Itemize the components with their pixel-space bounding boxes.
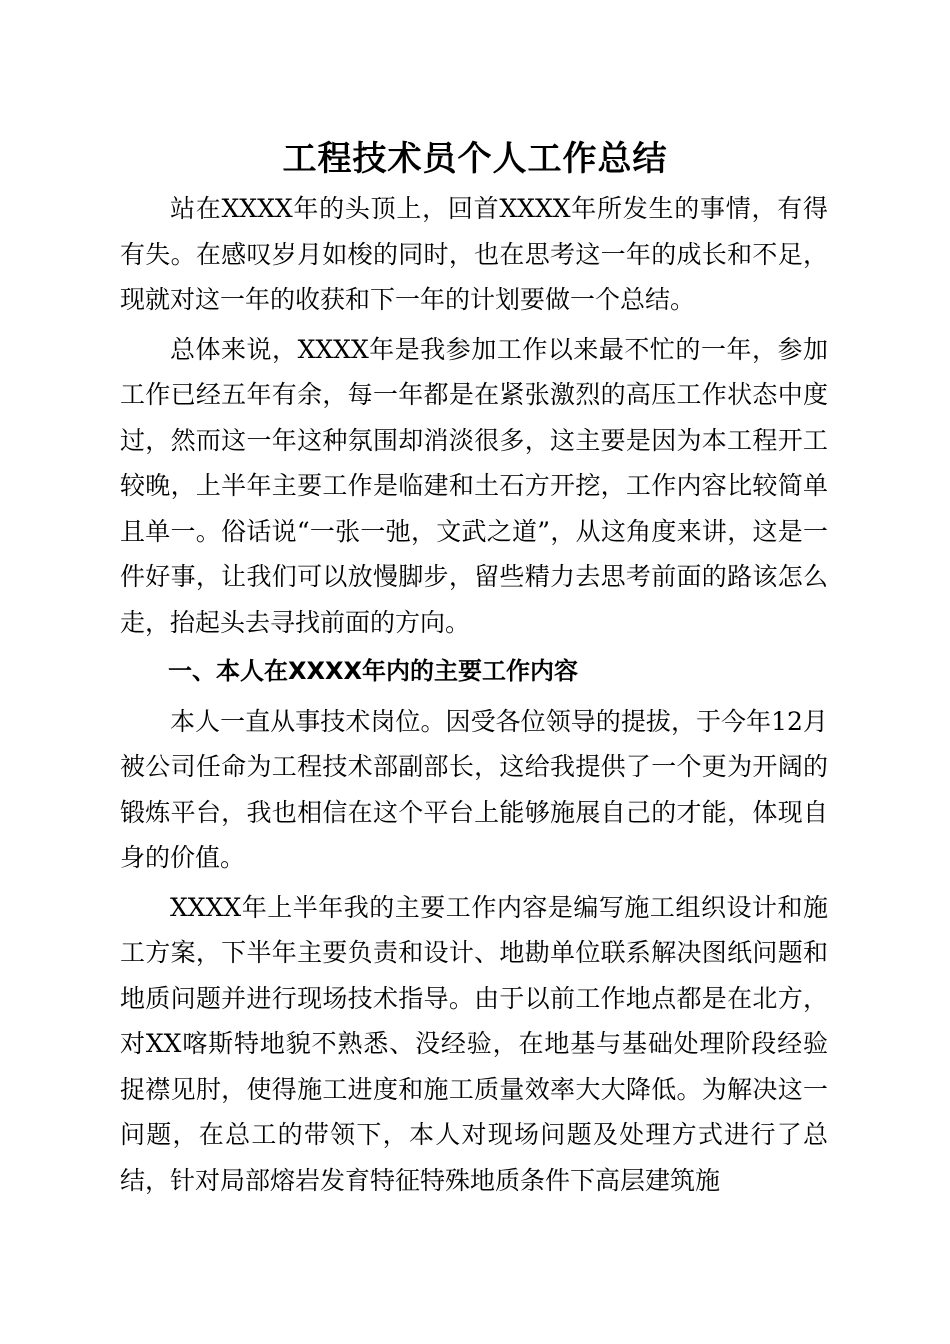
overview-paragraph: 总体来说，XXXX年是我参加工作以来最不忙的一年，参加工作已经五年有余，每一年都是在紧张激烈的高压工作状态中度过，然而这一年这种氛围却消淡很多，这主要是因为本工程开工较晚，上半年主要工作是临建和土石方开挖，工作内容比较简单且单一。俗话说“一张一弛，文武之道”，从这角度来讲，这是一件好事，让我们可以放慢脚步，留些精力去思考前面的路该怎么走，抬起头去寻找前面的方向。 (120, 334, 828, 637)
intro-paragraph: 站在XXXX年的头顶上，回首XXXX年所发生的事情，有得有失。在感叹岁月如梭的同时，也在思考这一年的成长和不足，现就对这一年的收获和下一年的计划要做一个总结。 (120, 194, 828, 314)
document-body (120, 186, 828, 1207)
position-paragraph: 本人一直从事技术岗位。因受各位领导的提拔，于今年12月被公司任命为工程技术部副部长，这给我提供了一个更为开阔的锻炼平台，我也相信在这个平台上能够施展自己的才能，体现自身的价值。 (120, 706, 828, 872)
section-heading: 一、本人在XXXX年内的主要工作内容 (168, 657, 579, 685)
work-content-paragraph: XXXX年上半年我的主要工作内容是编写施工组织设计和施工方案，下半年主要负责和设计、地勘单位联系解决图纸问题和地质问题并进行现场技术指导。由于以前工作地点都是在北方，对XX喀斯特地貌不熟悉、没经验，在地基与基础处理阶段经验捉襟见肘，使得施工进度和施工质量效率大大降低。为解决这一问题，在总工的带领下，本人对现场问题及处理方式进行了总结，针对局部熔岩发育特征特殊地质条件下高层建筑施 (120, 892, 828, 1195)
document-title: 工程技术员个人工作总结 (282, 139, 668, 179)
